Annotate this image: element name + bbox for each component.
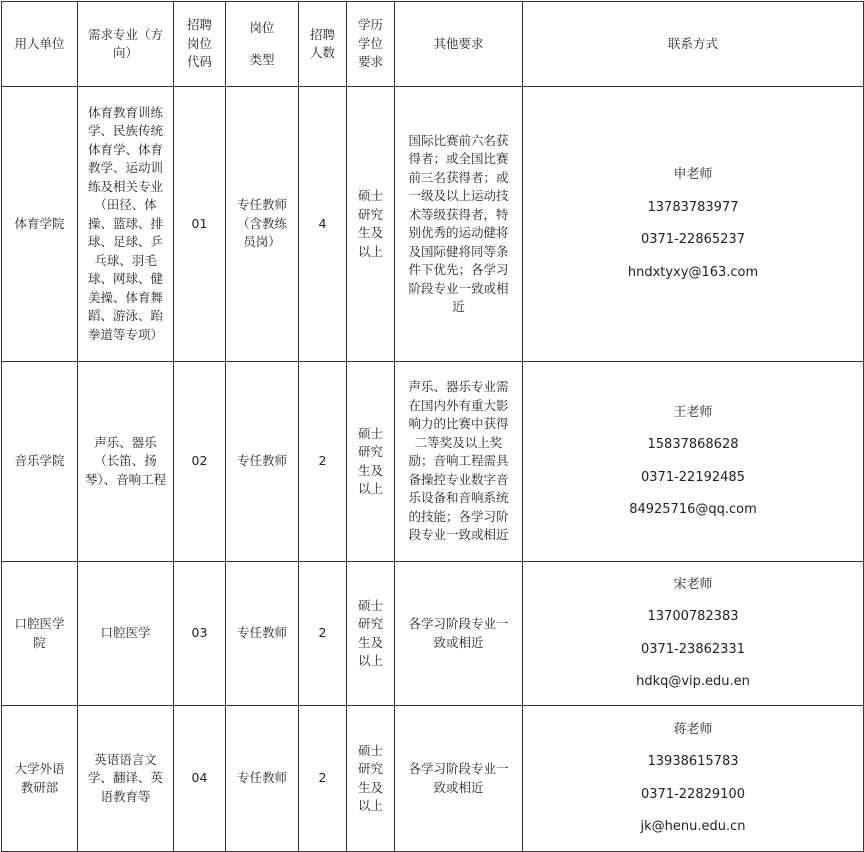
contact-cell bbox=[523, 562, 864, 706]
table-row bbox=[2, 562, 864, 706]
header-row bbox=[2, 2, 864, 87]
major-cell: 口腔医学 bbox=[78, 562, 174, 706]
unit-cell: 音乐学院 bbox=[2, 362, 78, 562]
header-unit: 用人单位 bbox=[2, 2, 78, 87]
type-cell: 专任教师 bbox=[226, 362, 299, 562]
count-cell: 2 bbox=[299, 706, 347, 852]
code-cell: 02 bbox=[174, 362, 226, 562]
contact-mobile: 13783783977 bbox=[647, 199, 739, 215]
contact-name: 申老师 bbox=[673, 167, 713, 182]
header-code: 招聘岗位代码 bbox=[174, 2, 226, 87]
major-cell: 体育教育训练学、民族传统体育学、体育教学、运动训练及相关专业（田径、体操、篮球、排球、足球、乒乓球、羽毛球、网球、健美操、体育舞蹈、游泳、跆拳道等专项） bbox=[78, 87, 174, 362]
degree-cell: 硕士研究生及以上 bbox=[347, 706, 395, 852]
degree-cell: 硕士研究生及以上 bbox=[347, 562, 395, 706]
contact-email: 84925716@qq.com bbox=[629, 502, 757, 517]
contact-cell bbox=[523, 706, 864, 852]
header-type-line2: 类型 bbox=[249, 52, 275, 67]
contact-name: 宋老师 bbox=[673, 576, 713, 592]
type-cell: 专任教师（含教练员岗） bbox=[226, 87, 299, 362]
contact-mobile: 15837868628 bbox=[647, 437, 739, 452]
unit-cell: 大学外语教研部 bbox=[2, 706, 78, 852]
header-degree: 学历学位要求 bbox=[347, 2, 395, 87]
other-cell: 各学习阶段专业一致或相近 bbox=[395, 706, 523, 852]
type-cell: 专任教师 bbox=[226, 706, 299, 852]
type-cell: 专任教师 bbox=[226, 562, 299, 706]
table-row bbox=[2, 706, 864, 852]
unit-cell: 口腔医学院 bbox=[2, 562, 78, 706]
header-type bbox=[226, 2, 299, 87]
contact-mobile: 13700782383 bbox=[647, 609, 739, 624]
other-cell: 声乐、器乐专业需在国内外有重大影响力的比赛中获得二等奖及以上奖励；音响工程需具备操控专业数字音乐设备和音响系统的技能；各学习阶段专业一致或相近 bbox=[395, 362, 523, 562]
code-cell: 04 bbox=[174, 706, 226, 852]
contact-phone: 0371-23862331 bbox=[641, 641, 745, 657]
header-type-line1: 岗位 bbox=[249, 19, 275, 35]
contact-email: hndxtyxy@163.com bbox=[627, 264, 759, 280]
contact-mobile: 13938615783 bbox=[647, 754, 739, 769]
header-count: 招聘人数 bbox=[299, 2, 347, 87]
contact-email: hdkq@vip.edu.en bbox=[636, 674, 750, 689]
unit-cell: 体育学院 bbox=[2, 87, 78, 362]
contact-cell bbox=[523, 362, 864, 562]
contact-phone: 0371-22865237 bbox=[641, 232, 745, 247]
major-cell: 声乐、器乐（长笛、扬琴）、音响工程 bbox=[78, 362, 174, 562]
major-cell: 英语语言文学、翻译、英语教育等 bbox=[78, 706, 174, 852]
degree-cell: 硕士研究生及以上 bbox=[347, 87, 395, 362]
contact-cell bbox=[523, 87, 864, 362]
recruitment-table bbox=[1, 1, 864, 852]
count-cell: 4 bbox=[299, 87, 347, 362]
count-cell: 2 bbox=[299, 562, 347, 706]
table-row bbox=[2, 362, 864, 562]
degree-cell: 硕士研究生及以上 bbox=[347, 362, 395, 562]
contact-name: 王老师 bbox=[673, 404, 713, 420]
header-major: 需求专业（方向） bbox=[78, 2, 174, 87]
header-other: 其他要求 bbox=[395, 2, 523, 87]
count-cell: 2 bbox=[299, 362, 347, 562]
contact-phone: 0371-22192485 bbox=[641, 469, 745, 485]
contact-name: 蒋老师 bbox=[673, 721, 713, 737]
other-cell: 各学习阶段专业一致或相近 bbox=[395, 562, 523, 706]
code-cell: 03 bbox=[174, 562, 226, 706]
table-row bbox=[2, 87, 864, 362]
code-cell: 01 bbox=[174, 87, 226, 362]
contact-email: jk@henu.edu.cn bbox=[640, 819, 746, 834]
contact-phone: 0371-22829100 bbox=[641, 786, 745, 802]
other-cell: 国际比赛前六名获得者；或全国比赛前三名获得者；或一级及以上运动技术等级获得者，特别优秀的运动健将及国际健将同等条件下优先；各学习阶段专业一致或相近 bbox=[395, 87, 523, 362]
header-contact: 联系方式 bbox=[523, 2, 864, 87]
